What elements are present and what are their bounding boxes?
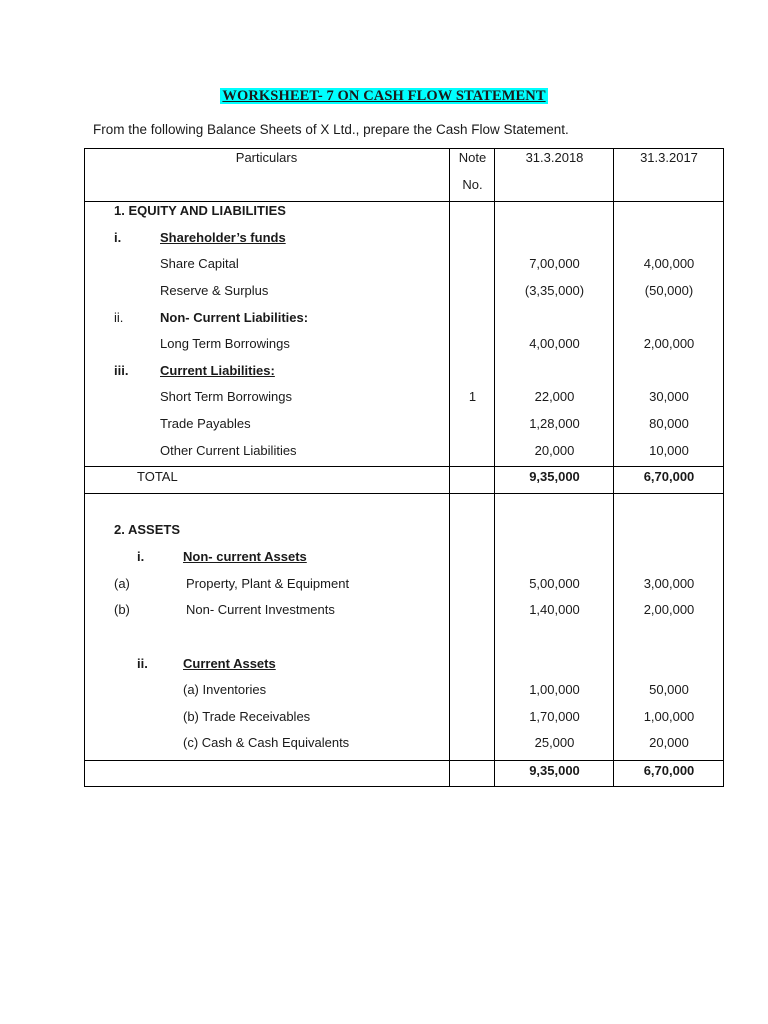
- nci-label: Non- Current Investments: [186, 602, 335, 617]
- ppe-2017: 3,00,000: [643, 576, 695, 591]
- cash-equivalents-2018: 25,000: [534, 735, 575, 750]
- total-2017: 6,70,000: [643, 469, 695, 484]
- short-term-borrowings-2018: 22,000: [534, 389, 575, 404]
- reserve-surplus-label: Reserve & Surplus: [160, 283, 269, 298]
- note-column-divider: [449, 148, 450, 787]
- ppe-2018: 5,00,000: [529, 576, 580, 591]
- header-particulars: Particulars: [235, 150, 298, 165]
- total-label: TOTAL: [137, 469, 178, 484]
- share-capital-label: Share Capital: [160, 256, 239, 271]
- shareholders-funds-label: Shareholder’s funds: [160, 230, 286, 245]
- current-liabilities-label: Current Liabilities:: [160, 363, 275, 378]
- long-term-borrowings-2018: 4,00,000: [529, 336, 580, 351]
- short-term-borrowings-note: 1: [468, 389, 477, 404]
- inventories-2017: 50,000: [649, 682, 689, 697]
- total-top-divider: [84, 466, 724, 467]
- cash-equivalents-label: (c) Cash & Cash Equivalents: [183, 735, 350, 750]
- assets-ii-number: ii.: [137, 656, 148, 671]
- current-assets-label: Current Assets: [183, 656, 276, 671]
- short-term-borrowings-label: Short Term Borrowings: [160, 389, 292, 404]
- long-term-borrowings-2017: 2,00,000: [643, 336, 695, 351]
- trade-payables-2018: 1,28,000: [529, 416, 580, 431]
- assets-heading: 2. ASSETS: [114, 522, 180, 537]
- header-2018: 31.3.2018: [525, 150, 584, 165]
- total-2018: 9,35,000: [529, 469, 580, 484]
- row-i-number: i.: [114, 230, 122, 245]
- assets-i-number: i.: [137, 549, 145, 564]
- nci-number: (b): [114, 602, 130, 617]
- inventories-2018: 1,00,000: [529, 682, 580, 697]
- share-capital-2018: 7,00,000: [529, 256, 580, 271]
- other-current-liabilities-2017: 10,000: [649, 443, 689, 458]
- long-term-borrowings-label: Long Term Borrowings: [160, 336, 290, 351]
- trade-payables-label: Trade Payables: [160, 416, 251, 431]
- cash-equivalents-2017: 20,000: [649, 735, 689, 750]
- assets-total-2018: 9,35,000: [529, 763, 580, 778]
- trade-receivables-label: (b) Trade Receivables: [183, 709, 311, 724]
- worksheet-title: [0, 87, 768, 105]
- reserve-surplus-2017: (50,000): [644, 283, 694, 298]
- total-bottom-divider: [84, 493, 724, 494]
- row-iii-number: iii.: [114, 363, 129, 378]
- inventories-label: (a) Inventories: [183, 682, 267, 697]
- worksheet-title-text: WORKSHEET- 7 ON CASH FLOW STATEMENT: [222, 88, 546, 104]
- header-divider: [84, 201, 724, 202]
- nci-2017: 2,00,000: [643, 602, 695, 617]
- assets-total-divider: [84, 760, 724, 761]
- trade-receivables-2017: 1,00,000: [643, 709, 695, 724]
- share-capital-2017: 4,00,000: [643, 256, 695, 271]
- trade-receivables-2018: 1,70,000: [529, 709, 580, 724]
- other-current-liabilities-label: Other Current Liabilities: [160, 443, 297, 458]
- row-ii-number: ii.: [114, 310, 124, 325]
- header-2017: 31.3.2017: [640, 150, 698, 165]
- non-current-assets-label: Non- current Assets: [183, 549, 307, 564]
- ppe-label: Property, Plant & Equipment: [186, 576, 350, 591]
- assets-total-2017: 6,70,000: [643, 763, 695, 778]
- nci-2018: 1,40,000: [529, 602, 580, 617]
- intro-text: From the following Balance Sheets of X Ltd., prepare the Cash Flow Statement.: [93, 122, 569, 137]
- header-note-no: No.: [462, 177, 483, 192]
- non-current-liabilities-label: Non- Current Liabilities:: [160, 310, 309, 325]
- other-current-liabilities-2018: 20,000: [534, 443, 575, 458]
- trade-payables-2017: 80,000: [649, 416, 689, 431]
- short-term-borrowings-2017: 30,000: [649, 389, 689, 404]
- reserve-surplus-2018: (3,35,000): [524, 283, 585, 298]
- ppe-number: (a): [114, 576, 130, 591]
- header-note: Note: [458, 150, 487, 165]
- equity-liabilities-heading: 1. EQUITY AND LIABILITIES: [114, 203, 286, 218]
